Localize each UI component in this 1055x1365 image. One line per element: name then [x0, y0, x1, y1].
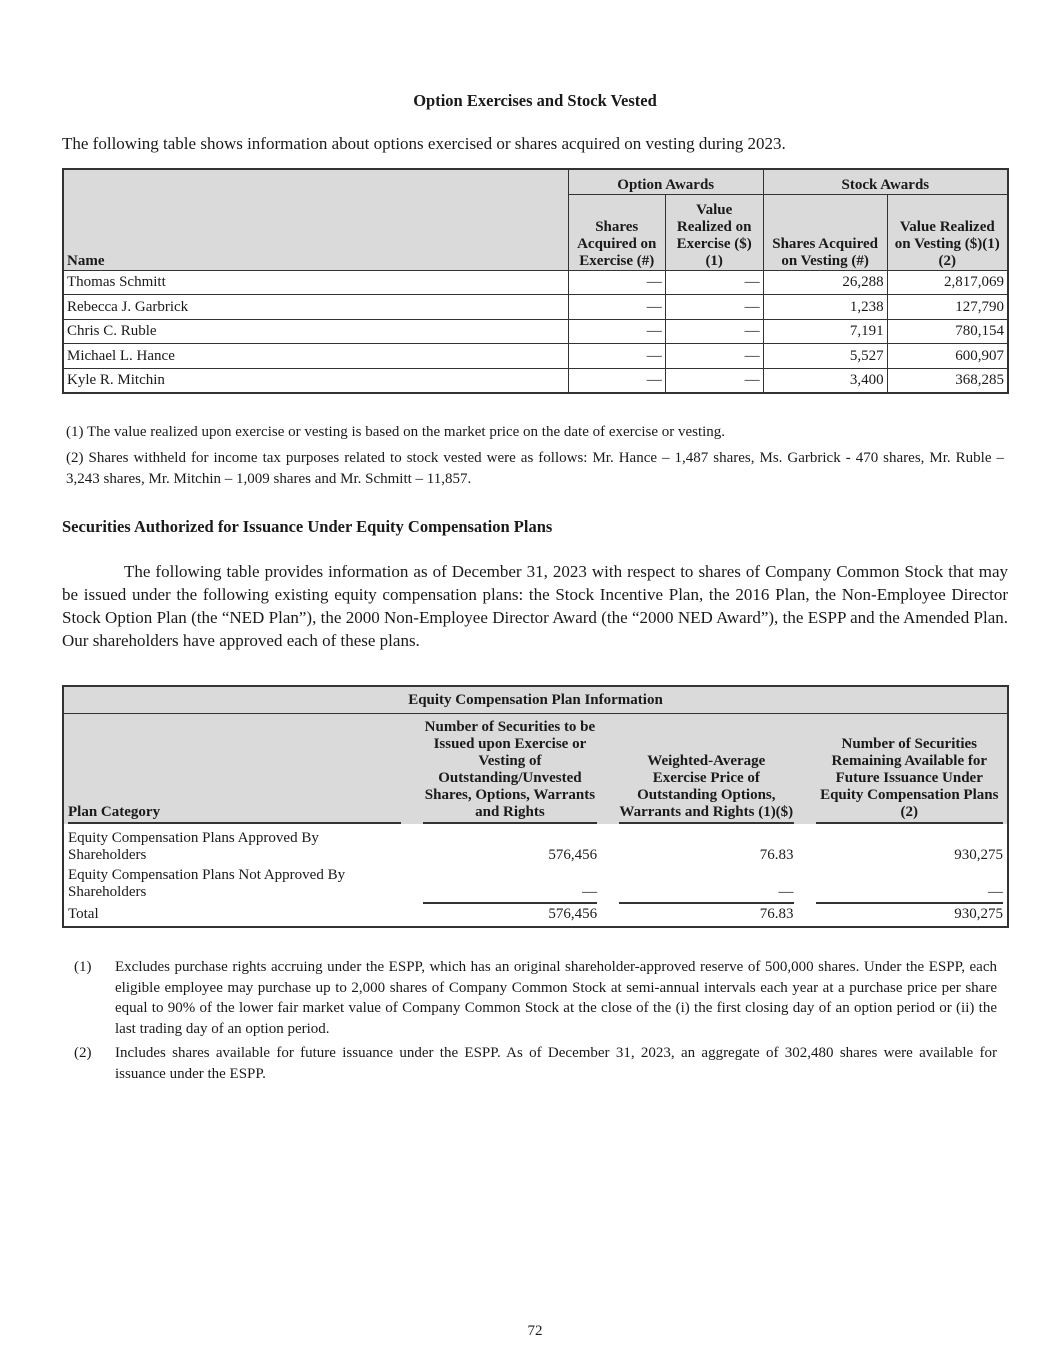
- column-header-name: Name: [63, 169, 568, 270]
- group-header-stock-awards: Stock Awards: [763, 169, 1008, 194]
- cell-stock-shares: 3,400: [763, 368, 887, 393]
- table-row: [63, 270, 1008, 295]
- cell-stock-shares: 1,238: [763, 295, 887, 320]
- cell-name: Thomas Schmitt: [63, 270, 568, 295]
- cell-opt-shares: —: [568, 368, 665, 393]
- cell-opt-shares: —: [568, 319, 665, 344]
- cell-securities-to-issue: 576,456: [548, 905, 598, 922]
- cell-opt-value: —: [665, 270, 763, 295]
- cell-stock-value: 127,790: [887, 295, 1008, 320]
- table-row: [63, 319, 1008, 344]
- equity-plans-paragraph: The following table provides information as of December 31, 2023 with respect to shares of Company Common Stock that may be issued under the following existing equity compensation plans: the Stock Incentive Plan, the 2016 Plan, the Non-Employee Director Stock Option Plan (the “NED Plan”), the 2000 Non-Employee Director Award (the “2000 NED Award”), the ESPP and the Amended Plan. Our shareholders have approved each of these plans.: [62, 562, 1008, 650]
- cell-name: Rebecca J. Garbrick: [63, 295, 568, 320]
- table-row: [63, 864, 1008, 904]
- cell-stock-value: 780,154: [887, 319, 1008, 344]
- page-number: 72: [527, 1323, 543, 1339]
- cell-opt-value: —: [665, 368, 763, 393]
- cell-weighted-avg-price: 76.83: [759, 846, 794, 863]
- column-header-category: Plan Category: [63, 714, 405, 824]
- intro-text: The following table shows information about options exercised or shares acquired on vesting during 2023.: [62, 134, 786, 153]
- cell-category: Equity Compensation Plans Approved By Shareholders: [68, 829, 319, 863]
- cell-opt-shares: —: [568, 344, 665, 369]
- cell-stock-shares: 7,191: [763, 319, 887, 344]
- column-header-remaining-available: Number of Securities Remaining Available for Future Issuance Under Equity Compensation Plans (2): [812, 714, 1008, 824]
- column-header-stock-shares: Shares Acquired on Vesting (#): [763, 194, 887, 270]
- cell-remaining-available: 930,275: [954, 846, 1003, 863]
- cell-opt-value: —: [665, 295, 763, 320]
- footnote-text: Excludes purchase rights accruing under the ESPP, which has an original shareholder-approved reserve of 500,000 shares. Under the ESPP, each eligible employee may purchase up to 2,000 shares of Company Common Stock at semi-annual intervals each year at a purchase price per share equal to 90% of the lower fair market value of Company Common Stock at the close of the (i) the first closing day of an option period or (ii) the last trading day of an option period.: [115, 959, 997, 1037]
- cell-category: Total: [68, 905, 99, 922]
- cell-opt-value: —: [665, 344, 763, 369]
- table-row: [63, 368, 1008, 393]
- cell-name: Michael L. Hance: [63, 344, 568, 369]
- cell-stock-shares: 5,527: [763, 344, 887, 369]
- cell-name: Chris C. Ruble: [63, 319, 568, 344]
- section-heading-option-exercises: Option Exercises and Stock Vested: [413, 91, 657, 110]
- cell-name: Kyle R. Mitchin: [63, 368, 568, 393]
- table-title: Equity Compensation Plan Information: [63, 686, 1008, 714]
- column-header-securities-to-issue: Number of Securities to be Issued upon Exercise or Vesting of Outstanding/Unvested Shares, Options, Warrants and Rights: [419, 714, 601, 824]
- cell-securities-to-issue: —: [419, 864, 601, 904]
- cell-stock-value: 600,907: [887, 344, 1008, 369]
- table-row-total: [63, 904, 1008, 927]
- equity-footnote-1: [62, 957, 997, 1039]
- column-header-opt-shares: Shares Acquired on Exercise (#): [568, 194, 665, 270]
- column-header-stock-value: Value Realized on Vesting ($)(1)(2): [887, 194, 1008, 270]
- option-exercises-table: [62, 168, 1009, 394]
- cell-weighted-avg-price: —: [615, 864, 797, 904]
- cell-remaining-available: 930,275: [954, 905, 1003, 922]
- cell-stock-shares: 26,288: [763, 270, 887, 295]
- cell-stock-value: 368,285: [887, 368, 1008, 393]
- cell-weighted-avg-price: 76.83: [759, 905, 794, 922]
- footnote-marker: (1): [74, 959, 92, 975]
- footnote-1: (1) The value realized upon exercise or vesting is based on the market price on the date of exercise or vesting.: [66, 424, 726, 440]
- cell-category: Equity Compensation Plans Not Approved By Shareholders: [68, 866, 346, 900]
- column-header-opt-value: Value Realized on Exercise ($)(1): [665, 194, 763, 270]
- footnote-marker: (2): [74, 1045, 92, 1061]
- footnote-2: (2) Shares withheld for income tax purposes related to stock vested were as follows: Mr. Hance – 1,487 shares, Ms. Garbrick - 470 shares, Mr. Ruble – 3,243 shares, Mr. Mitchin – 1,009 shares and Mr. Schmitt – 11,857.: [66, 450, 1004, 487]
- column-header-weighted-avg-price: Weighted-Average Exercise Price of Outstanding Options, Warrants and Rights (1)($): [615, 714, 797, 824]
- cell-opt-shares: —: [568, 270, 665, 295]
- cell-remaining-available: —: [812, 864, 1008, 904]
- group-header-option-awards: Option Awards: [568, 169, 763, 194]
- equity-compensation-table: [62, 685, 1009, 928]
- cell-stock-value: 2,817,069: [887, 270, 1008, 295]
- equity-footnote-2: [62, 1043, 997, 1084]
- cell-opt-shares: —: [568, 295, 665, 320]
- table-row: [63, 295, 1008, 320]
- table-row: [63, 824, 1008, 864]
- footnote-text: Includes shares available for future issuance under the ESPP. As of December 31, 2023, an aggregate of 302,480 shares were available for issuance under the ESPP.: [115, 1045, 997, 1082]
- table-row: [63, 344, 1008, 369]
- cell-securities-to-issue: 576,456: [548, 846, 598, 863]
- section-heading-securities-authorized: Securities Authorized for Issuance Under Equity Compensation Plans: [62, 517, 553, 536]
- cell-opt-value: —: [665, 319, 763, 344]
